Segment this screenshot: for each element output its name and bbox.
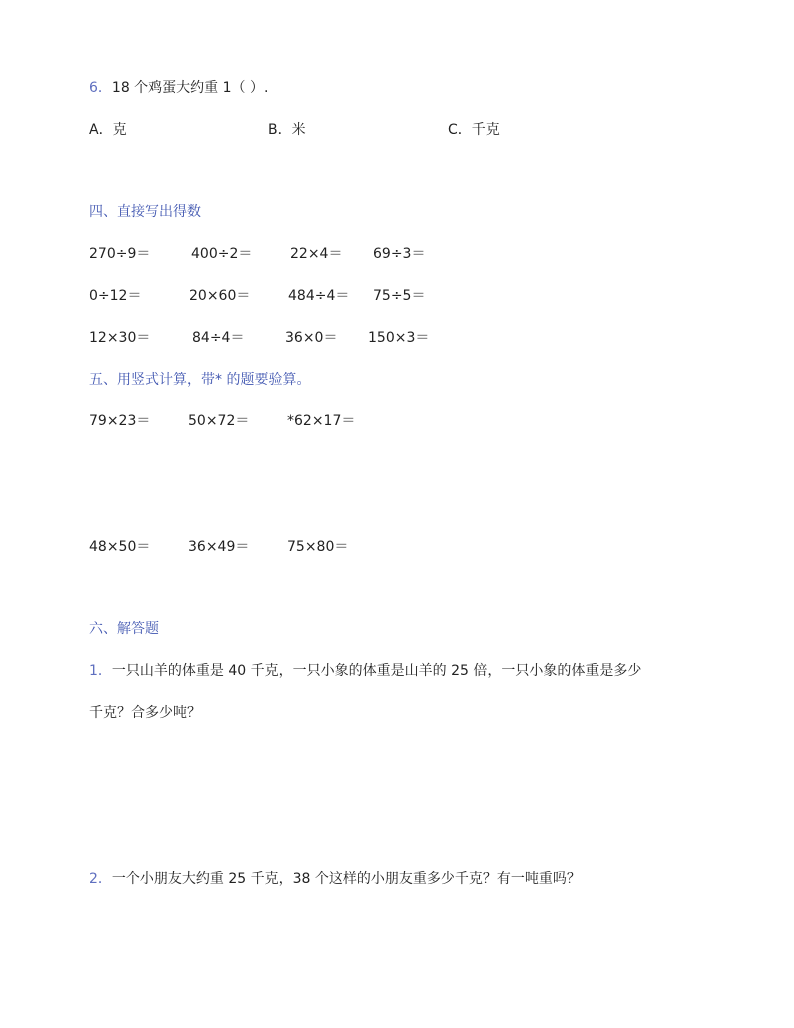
problem-1 bbox=[89, 661, 641, 681]
problem-number: 1． bbox=[89, 663, 112, 679]
option-a: A．克 bbox=[89, 122, 127, 138]
section-4-title: 四、直接写出得数 bbox=[89, 204, 201, 220]
problem-text: 一个小朋友大约重 25 千克，38 个这样的小朋友重多少千克？有一吨重吗？ bbox=[111, 871, 581, 887]
question-stem: 18 个鸡蛋大约重 1（ ）. bbox=[111, 80, 269, 96]
mental-math-item: 84÷4＝ bbox=[192, 330, 245, 346]
mental-math-item: 69÷3＝ bbox=[373, 246, 426, 262]
option-c: C．千克 bbox=[448, 122, 500, 138]
vertical-calc-item: 36×49＝ bbox=[188, 539, 250, 555]
vertical-calc-item: 75×80＝ bbox=[287, 539, 349, 555]
option-b: B．米 bbox=[268, 122, 306, 138]
vertical-calc-item: 50×72＝ bbox=[188, 413, 250, 429]
problem-text-line-1: 一只山羊的体重是 40 千克，一只小象的体重是山羊的 25 倍，一只小象的体重是多少 bbox=[111, 663, 642, 679]
problem-number: 2． bbox=[89, 871, 112, 887]
mental-math-item: 22×4＝ bbox=[290, 246, 343, 262]
problem-2 bbox=[89, 869, 581, 889]
mental-math-item: 150×3＝ bbox=[368, 330, 430, 346]
mental-math-item: 0÷12＝ bbox=[89, 288, 142, 304]
mental-math-item: 20×60＝ bbox=[189, 288, 251, 304]
section-6-title: 六、解答题 bbox=[89, 621, 159, 637]
mental-math-item: 12×30＝ bbox=[89, 330, 151, 346]
vertical-calc-item: 48×50＝ bbox=[89, 539, 151, 555]
vertical-calc-item: *62×17＝ bbox=[287, 413, 356, 429]
mental-math-item: 75÷5＝ bbox=[373, 288, 426, 304]
mental-math-item: 400÷2＝ bbox=[191, 246, 253, 262]
mental-math-item: 36×0＝ bbox=[285, 330, 338, 346]
section-5-title: 五、用竖式计算，带* 的题要验算。 bbox=[89, 372, 311, 388]
mental-math-item: 484÷4＝ bbox=[288, 288, 350, 304]
question-6 bbox=[89, 78, 268, 98]
mental-math-item: 270÷9＝ bbox=[89, 246, 151, 262]
vertical-calc-item: 79×23＝ bbox=[89, 413, 151, 429]
question-number: 6． bbox=[89, 80, 112, 96]
problem-1-continued: 千克？合多少吨？ bbox=[89, 705, 201, 721]
